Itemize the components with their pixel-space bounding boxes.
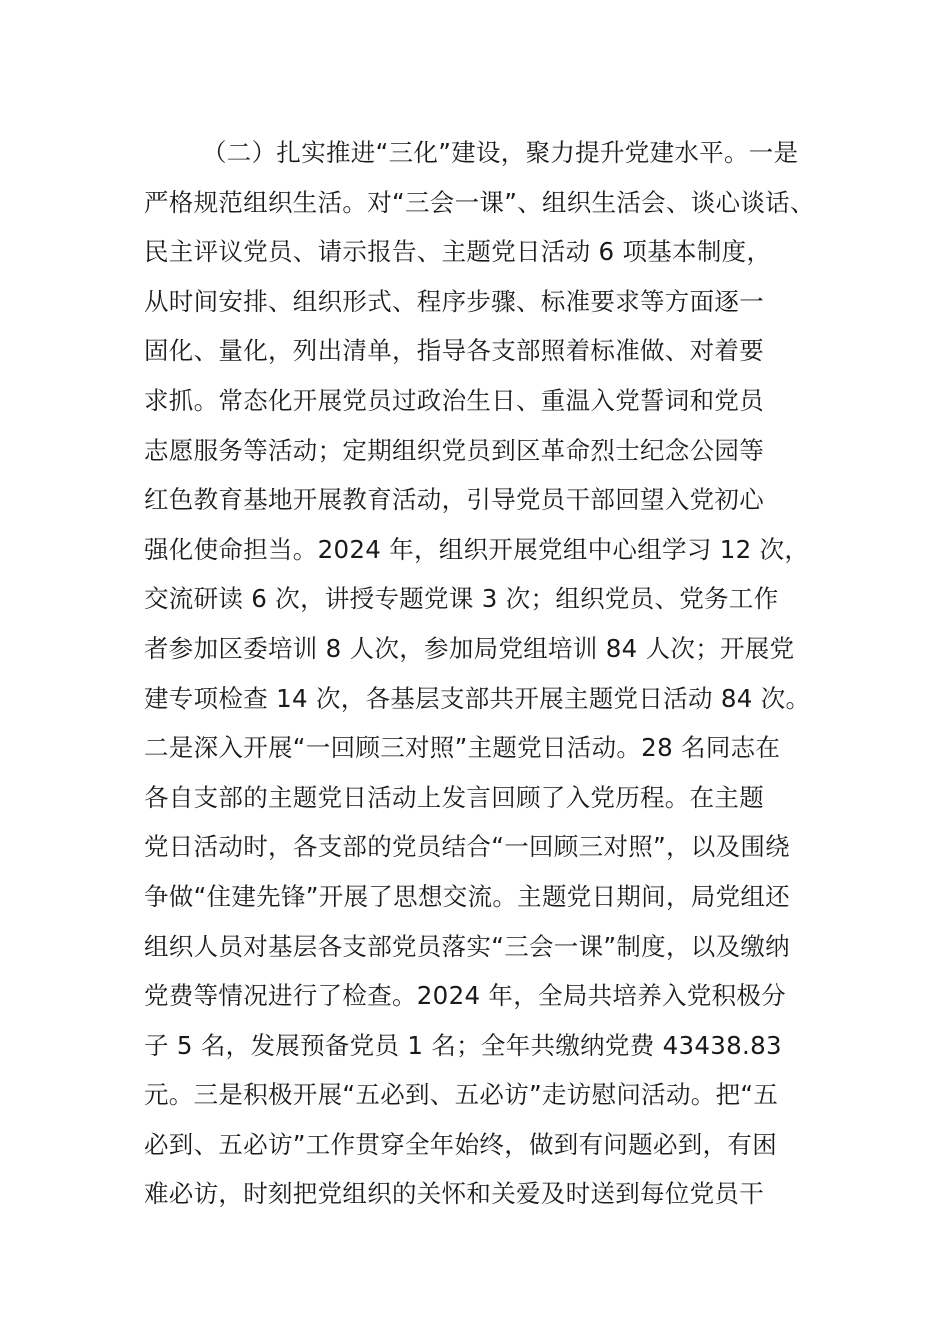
paragraph-line: 从时间安排、组织形式、程序步骤、标准要求等方面逐一 xyxy=(144,286,764,316)
paragraph-line: 民主评议党员、请示报告、主题党日活动 6 项基本制度， xyxy=(144,237,772,267)
paragraph-line: 必到、五必访”工作贯穿全年始终，做到有问题必到，有困 xyxy=(144,1129,777,1159)
paragraph-line: 固化、量化，列出清单，指导各支部照着标准做、对着要 xyxy=(144,336,764,366)
paragraph-line: 交流研读 6 次，讲授专题党课 3 次；组织党员、党务工作 xyxy=(144,584,779,614)
paragraph-line: 严格规范组织生活。对“三会一课”、组织生活会、谈心谈话、 xyxy=(144,187,815,217)
paragraph-line: 二是深入开展“一回顾三对照”主题党日活动。28 名同志在 xyxy=(144,733,781,763)
paragraph-line: 志愿服务等活动；定期组织党员到区革命烈士纪念公园等 xyxy=(144,435,764,465)
paragraph-line: 组织人员对基层各支部党员落实“三会一课”制度，以及缴纳 xyxy=(144,931,790,961)
paragraph-line: 者参加区委培训 8 人次，参加局党组培训 84 人次；开展党 xyxy=(144,633,795,663)
paragraph-line: （二）扎实推进“三化”建设，聚力提升党建水平。一是 xyxy=(202,138,799,167)
paragraph-line: 各自支部的主题党日活动上发言回顾了入党历程。在主题 xyxy=(144,782,764,812)
paragraph-line: 党费等情况进行了检查。2024 年，全局共培养入党积极分 xyxy=(144,981,787,1011)
paragraph-line: 党日活动时，各支部的党员结合“一回顾三对照”，以及围绕 xyxy=(144,832,790,862)
paragraph-line: 强化使命担当。2024 年，组织开展党组中心组学习 12 次， xyxy=(144,534,810,564)
paragraph-line: 求抓。常态化开展党员过政治生日、重温入党誓词和党员 xyxy=(144,385,764,415)
paragraph-line: 红色教育基地开展教育活动，引导党员干部回望入党初心 xyxy=(144,485,764,515)
paragraph-line: 难必访，时刻把党组织的关怀和关爱及时送到每位党员干 xyxy=(144,1179,764,1209)
paragraph-line: 建专项检查 14 次，各基层支部共开展主题党日活动 84 次。 xyxy=(144,683,811,713)
paragraph-line: 争做“住建先锋”开展了思想交流。主题党日期间，局党组还 xyxy=(144,881,790,911)
paragraph-line: 子 5 名，发展预备党员 1 名；全年共缴纳党费 43438.83 xyxy=(144,1030,782,1060)
paragraph-line: 元。三是积极开展“五必到、五必访”走访慰问活动。把“五 xyxy=(144,1080,779,1110)
body-paragraph xyxy=(144,128,844,1219)
